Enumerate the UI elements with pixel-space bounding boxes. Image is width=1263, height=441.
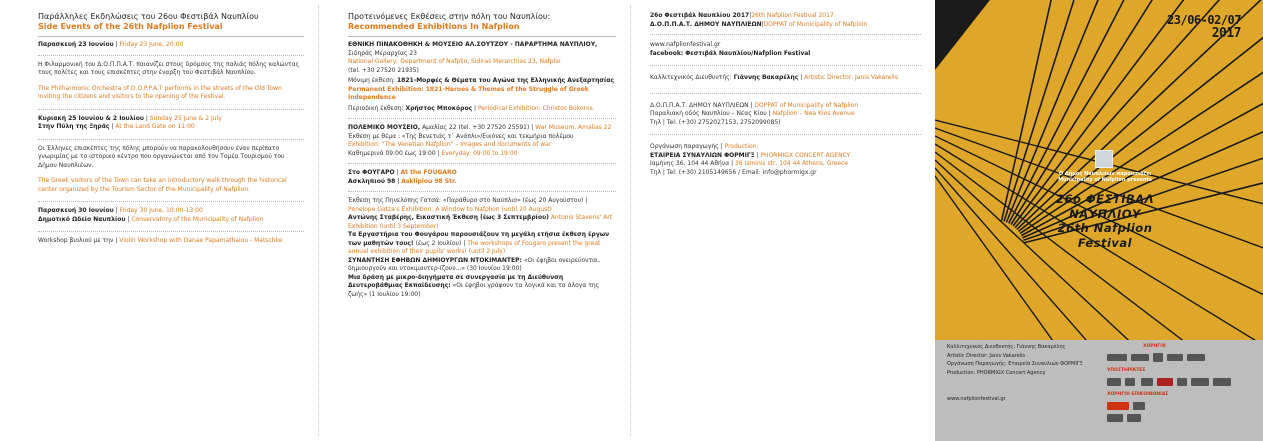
divider [650,34,921,35]
side-events-column [0,0,318,441]
war-exhibition-en: Exhibition: "The Venetian Nafplion" – Images and documents of war [348,141,552,148]
supporter-logo [1213,378,1231,386]
sponsors-area [1105,344,1255,438]
festival-title-line3: 26th Nafplion [1057,221,1153,235]
media-logo [1107,414,1123,422]
municipality-crest-icon [1095,150,1113,168]
cover-credits [947,343,1083,377]
credit-line: Οργάνωση Παραγωγής: Εταιρεία Συναυλιών ΦΟΡΜΙΓΞ [947,361,1083,367]
event3-date: Παρασκευή 30 Ιουνίου | Friday 30 June, 10:00-13:00 [38,207,203,214]
info-column [630,0,935,441]
production-label: Οργάνωση παραγωγής | Production: [650,143,759,150]
doppat-tel: Τηλ | Tel: (+30) 2752027153, 2752099085) [650,118,781,126]
fougaro-item-5: Μια δράση με μικρο-διηγήματα σε συνεργασία με τη Διεύθυνση Δευτεροβάθμιας Εκπαίδευσης: «Οι έφηβοι γράφουν τα λογικά και τα άλογα της ζωής» (1 Ιουλίου 19:00) [348,273,600,298]
doppat-name: Δ.Ο.Π.Π.Α.Τ. ΔΗΜΟΥ ΝΑΥΠΛΙΕΩΝ | DOPPAT of Municipality of Nafplion [650,101,859,109]
gallery-permanent-gr: Μόνιμη έκθεση: 1821-Μορφές & Θέματα του Αγώνα της Ελληνικής Ανεξαρτησίας [348,77,615,84]
festival-title-line2: ΝΑΥΠΛΙΟΥ [1069,206,1141,221]
gallery-name-en: National Gallery- Department of Nafplio, Sidiras Merarchias 23, Nafplio [348,58,561,65]
sponsor-logo [1153,353,1163,362]
credit-line: Production: PHORMIGX Concert Agency [947,369,1046,376]
production-address: Ιαμήνης 36, 104 44 Αθήνα | 36 Isminis str, 104 44 Athens, Greece [650,160,849,167]
doppat-address: Παραλιακή οδός Ναυπλίου – Νέας Κίου | Nafplion – Nea Kios Avenue [650,110,855,117]
event2-text-en: The Greek visitors of the Town can take an introductory walk through the historical center organized by the Tourism Sector of the Municipality of Nafplion. [38,177,287,193]
event2-text-gr: Οι Έλληνες επισκέπτες της πόλης μπορούν να παρακολουθήσουν έναν περίπατο γνωριμίας με το ιστορικό κέντρο που οργανώνεται από τον Τομέα Τουρισμού του Δήμου Ναυπλιέων. [38,144,285,169]
exhibitions-title-en: Recommended Exhibitions In Nafplion [348,22,520,31]
sponsor-logo [1167,354,1183,361]
media-logo [1127,414,1141,422]
divider [38,231,304,232]
event3-text: Workshop βιολιού με την | Violin Workshop with Danae Papamathaiou - Matschke [38,237,283,244]
cover-panel [935,0,1263,441]
festival-title [1035,192,1175,250]
sponsors-label: ΧΟΡΗΓΟΙ [1143,344,1166,349]
gallery-periodical: Περιοδική έκθεση: Χρήστος Μποκόρος | Periodical Exhibition: Christos Bokoros. [348,104,595,112]
exhibitions-column [318,0,630,441]
divider [650,65,921,66]
festival-line: 26ο Φεστιβάλ Ναυπλίου 2017|26th Nafplion Festival 2017 [650,12,834,19]
cover-url: www.nafplionfestival.gr [947,396,1006,402]
artistic-director: Καλλιτεχνικός Διευθυντής: Γιάννης Βακαρέλης | Artistic Director: Janis Vakarelis [650,74,898,81]
decorative-corner [935,0,990,70]
divider [348,36,616,37]
cover-artwork [935,0,1263,340]
event1-date: Παρασκευή 23 Ιουνίου | Friday 23 June, 20:00 [38,41,184,48]
production-tel: Τηλ | Tel: (+30) 2105149656 / Email: info@phormigx.gr [650,168,817,176]
supporter-logo [1107,378,1121,386]
event3-place: Δημοτικό Ωδείο Ναυπλίου | Conservatory of the Municipality of Nafplion [38,215,264,223]
organizer-line: Δ.Ο.Π.Π.Α.Τ. ΔΗΜΟΥ ΝΑΥΠΛΙΕΩΝ|DOPPAT of Municipality of Nafplion [650,20,868,28]
website-link[interactable]: www.nafplionfestival.gr [650,41,721,48]
credit-line: Καλλιτεχνικός Διευθυντής: Γιάννης Βακαρέλης [947,344,1066,350]
fougaro-title: Στο ΦΟΥΓΑΡΟ | At the FOUGARO [348,169,457,176]
divider [38,201,304,202]
side-events-title-en: Side Events of the 26th Nafplion Festival [38,22,223,31]
fougaro-item-2: Αντώνης Σταβέρης, Εικαστική Έκθεση (έως 3 Σεπτεμβρίου) Antonis Staveris' Art Exhibition (until 3 September) [348,214,613,230]
presents-en: Municipality of Nafplion presents [1058,177,1152,183]
divider [38,139,304,140]
supporters-label: ΥΠΟΣΤΗΡΙΚΤΕΣ [1107,368,1146,373]
supporter-logo [1157,378,1173,386]
gallery-permanent-en: Permanent Exhibition: 1821-Heroes & Themes of the Struggle of Greek Independence [348,85,589,101]
supporter-logo [1191,378,1209,386]
divider [650,134,921,135]
event2-place: Στην Πύλη της Ξηράς | At the Land Gate on 11:00 [38,123,195,130]
gallery-tel: (tel. +30 27520 21935) [348,66,419,74]
credit-line: Artistic Director: Janis Vakarelis [947,352,1026,359]
facebook-line: facebook: Φεστιβάλ Ναυπλίου/Nafplion Festival [650,49,811,57]
production-name: ΕΤΑΙΡΕΙΑ ΣΥΝΑΥΛΙΩΝ ΦΟΡΜΙΓΞ | PHORMIGX CONCERT AGENCY [650,151,851,159]
festival-title-line1: 26ο ΦΕΣΤΙΒΑΛ [1055,192,1155,206]
supporter-logo [1141,378,1153,386]
decorative-line [935,160,1263,340]
divider [38,36,304,37]
war-museum: ΠΟΛΕΜΙΚΟ ΜΟΥΣΕΙΟ, Αμαλίας 22 (tel. +30 27520 25591) | War Museum, Amalias 22 [348,124,612,131]
gallery-name: ΕΘΝΙΚΗ ΠΙΝΑΚΟΘΗΚΗ & ΜΟΥΣΕΙΟ ΑΛ.ΣΟΥΤΖΟΥ - ΠΑΡΑΡΤΗΜΑ ΝΑΥΠΛΙΟΥ, Σιδηράς Μεραρχίας 23 [348,41,598,57]
fougaro-address: Ασκληπιού 98 | Asklipiou 98 Str. [348,177,457,185]
festival-dates-range: 23/06-02/07 [1167,13,1241,27]
sponsor-logo [1187,354,1205,361]
war-exhibition-gr: Έκθεση με θέμα : «Της Βενετιάς τ΄ Ανάπλι»/Εικόνες και τεκμήρια πολέμου [348,132,574,140]
festival-dates [1167,14,1241,40]
radiating-lines-graphic [935,0,1263,340]
event1-text-en: The Philharmonic Orchestra of D.O.P.P.A.T performs in the streets of the Old Town inviting the citizens and visitors to the opening of the Festival. [38,84,282,100]
event2-date: Κυριακή 25 Ιουνίου & 2 Ιουλίου | Sunday 25 June & 2 July [38,114,222,122]
presents-gr: Ο Δήμος Ναυπλιέων παρουσιάζει [1058,171,1152,177]
cover-footer [935,340,1263,441]
festival-year: 2017 [1211,26,1241,41]
festival-title-line4: Festival [1077,235,1133,250]
divider [348,191,616,192]
presents-text [1050,171,1160,183]
fougaro-item-4: ΣΥΝΑΝΤΗΣΗ ΕΦΗΒΩΝ ΔΗΜΙΟΥΡΓΩΝ ΝΤΟΚΙΜΑΝΤΕΡ: «Οι έφηβοι ονειρεύονται, δημιουργούν και ντοκιμαντερ-ίζουν...» (30 Ιουνίου 19:00) [348,256,600,272]
media-sponsors-label: ΧΟΡΗΓΟΙ ΕΠΙΚΟΙΝΩΝΙΑΣ [1107,392,1169,397]
divider [38,109,304,110]
event1-text-gr: Η Φιλαρμονική του Δ.Ο.Π.Π.Α.Τ. παιανίζει στους δρόμους της παλιάς πόλης καλώντας τους πολίτες και τους επισκέπτες στην έναρξη του Φεστιβάλ Ναυπλίου. [38,60,300,76]
war-hours: Καθημερινά 09:00 έως 19:00 | Everyday: 09:00 to 19:00 [348,149,518,157]
media-logo [1133,402,1145,410]
media-logo [1107,402,1129,410]
exhibitions-title-gr: Προτεινόμενες Εκθέσεις στην πόλη του Ναυπλίου: [348,12,551,21]
fougaro-item-3: Τα Εργαστήρια του Φουγάρου παρουσιάζουν τη μεγάλη ετήσια έκθεση έργων των μαθητών τους! (έως 2 Ιουλίου) | The workshops of Fougaro present the great annual exhibition of their pupils' works! (until 2 July) [348,231,610,255]
supporter-logo [1177,378,1187,386]
divider [348,163,616,164]
side-events-title-gr: Παράλληλες Εκδηλώσεις του 26ου Φεστιβάλ Ναυπλίου [38,12,259,21]
sponsor-logo [1131,354,1149,361]
supporter-logo [1125,378,1135,386]
divider [650,93,921,94]
divider [38,55,304,56]
fougaro-item-1: Έκθεση της Πηνελόπης Γατσά: «Παράθυρο στο Ναύπλιο» (έως 20 Αυγούστου) | Penelope Gatza's Exhibition: A Window to Nafplion (until 20 August) [348,197,588,213]
sponsor-logo [1107,354,1127,361]
divider [348,118,616,119]
